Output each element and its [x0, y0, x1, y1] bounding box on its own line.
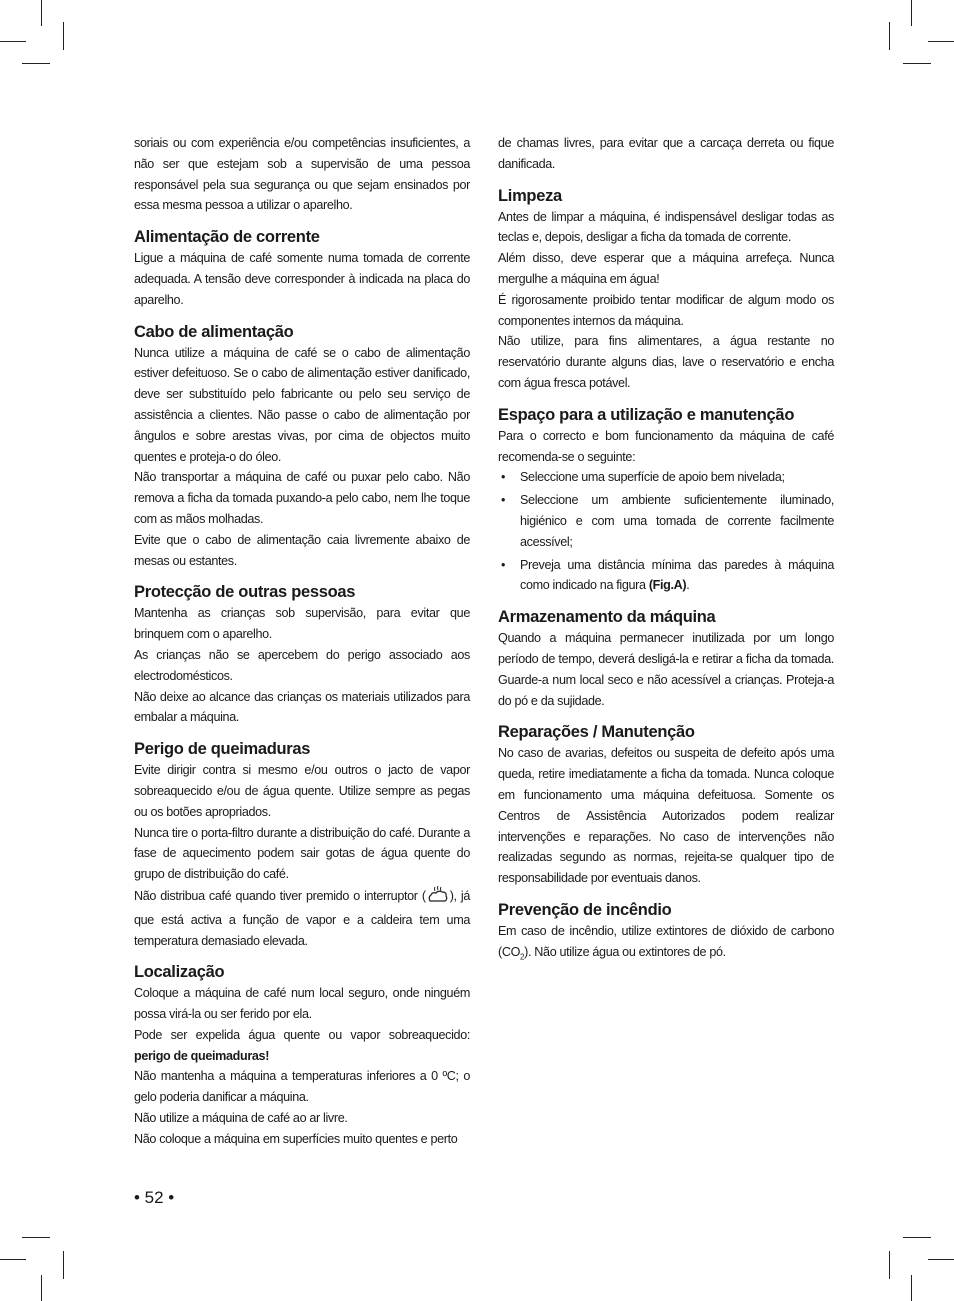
paragraph: Nunca tire o porta-filtro durante a distribuição do café. Durante a fase de aquecimento podem sair gotas de água quente do grupo de distribuição do café.	[134, 825, 470, 882]
paragraph: Evite que o cabo de alimentação caia livremente abaixo de mesas ou estantes.	[134, 532, 470, 568]
list-item	[498, 555, 834, 597]
paragraph: É rigorosamente proibido tentar modificar de algum modo os componentes internos da máquina.	[498, 292, 834, 328]
section-heading: Limpeza	[498, 186, 562, 205]
text-run: Pode ser expelida água quente ou vapor sobreaquecido:	[134, 1027, 470, 1042]
paragraph: Não mantenha a máquina a temperaturas inferiores a 0 ºC; o gelo poderia danificar a máquina.	[134, 1069, 470, 1105]
paragraph: Não transportar a máquina de café ou puxar pelo cabo. Não remova a ficha da tomada puxando-a pelo cabo, nem lhe toque com as mãos molhadas.	[134, 470, 470, 526]
bullet-list	[498, 467, 834, 596]
section-heading: Alimentação de corrente	[134, 228, 320, 247]
section-heading: Localização	[134, 963, 225, 982]
paragraph: Não utilize a máquina de café ao ar livre.	[134, 1111, 348, 1126]
steam-icon	[427, 885, 449, 910]
paragraph: Coloque a máquina de café num local seguro, onde ninguém possa virá-la ou ser ferido por ela.	[134, 986, 470, 1022]
text-run: Preveja uma distância mínima das paredes à máquina como indicado na figura	[520, 557, 834, 593]
subscript: 2	[520, 952, 525, 962]
crop-mark	[911, 0, 912, 26]
section-heading: Perigo de queimaduras	[134, 740, 311, 759]
list-item: • Seleccione um ambiente suficientemente iluminado, higiénico e com uma tomada de corrente facilmente acessível;	[498, 490, 834, 552]
crop-mark	[928, 41, 954, 42]
paragraph: Antes de limpar a máquina, é indispensável desligar todas as teclas e, depois, desligar a ficha da tomada de corrente.	[498, 209, 834, 245]
crop-mark	[63, 22, 64, 50]
paragraph: Quando a máquina permanecer inutilizada por um longo período de tempo, deverá desligá-la e retirar a ficha da tomada. Guarde-a num local seco e não acessível a crianças. Proteja-a do pó e da sujidade.	[498, 631, 834, 708]
crop-mark	[911, 1275, 912, 1301]
paragraph: As crianças não se apercebem do perigo associado aos electrodomésticos.	[134, 647, 470, 683]
paragraph	[134, 885, 470, 951]
section-heading: Prevenção de incêndio	[498, 900, 672, 919]
paragraph: de chamas livres, para evitar que a carcaça derreta ou fique danificada.	[498, 136, 834, 171]
text-run: Não distribua café quando tiver premido o interruptor (	[134, 888, 426, 903]
crop-mark	[889, 1251, 890, 1279]
text-run: ), já que está activa a função de vapor e a caldeira tem uma temperatura demasiado elevada.	[134, 888, 470, 948]
text-run: ). Não utilize água ou extintores de pó.	[524, 944, 726, 959]
page-number: • 52 •	[134, 1188, 175, 1207]
left-column	[134, 133, 470, 1150]
paragraph	[134, 1025, 470, 1067]
paragraph: No caso de avarias, defeitos ou suspeita de defeito após uma queda, retire imediatamente a ficha da tomada. Nunca coloque em funcionamento uma máquina defeituosa. Somente os Centros de Assistência Autorizados podem realizar intervenções e reparações. No caso de intervenções não realizadas segundo as normas, rejeita-se qualquer tipo de responsabilidade por eventuais danos.	[498, 746, 834, 886]
crop-mark	[903, 1237, 931, 1238]
paragraph: Não utilize, para fins alimentares, a água restante no reservatório durante alguns dias, lave o reservatório e encha com água fresca potável.	[498, 334, 834, 390]
paragraph: Evite dirigir contra si mesmo e/ou outros o jacto de vapor sobreaquecido e/ou de água quente. Utilize sempre as pegas ou os botões apropriados.	[134, 763, 470, 819]
paragraph	[498, 921, 834, 963]
section-heading: Armazenamento da máquina	[498, 608, 716, 627]
paragraph: Ligue a máquina de café somente numa tomada de corrente adequada. A tensão deve corresponder à indicada na placa do aparelho.	[134, 251, 470, 307]
text-run: .	[686, 578, 690, 593]
right-column	[498, 133, 834, 963]
crop-mark	[63, 1251, 64, 1279]
section-heading: Reparações / Manutenção	[498, 723, 695, 742]
crop-mark	[22, 63, 50, 64]
figure-reference: (Fig.A)	[648, 578, 687, 593]
paragraph: Além disso, deve esperar que a máquina arrefeça. Nunca mergulhe a máquina em água!	[498, 251, 834, 286]
paragraph: Não deixe ao alcance das crianças os materiais utilizados para embalar a máquina.	[134, 689, 470, 725]
paragraph: Mantenha as crianças sob supervisão, para evitar que brinquem com o aparelho.	[134, 606, 470, 642]
list-item: • Seleccione uma superfície de apoio bem nivelada;	[498, 467, 834, 488]
paragraph: Para o correcto e bom funcionamento da máquina de café recomenda-se o seguinte:	[498, 428, 834, 464]
warning-text: perigo de queimaduras!	[134, 1048, 270, 1063]
crop-mark	[41, 1275, 42, 1301]
section-heading: Cabo de alimentação	[134, 322, 294, 341]
section-heading: Protecção de outras pessoas	[134, 583, 356, 602]
paragraph: Não coloque a máquina em superfícies muito quentes e perto	[134, 1131, 458, 1146]
crop-mark	[903, 63, 931, 64]
crop-mark	[22, 1237, 50, 1238]
section-heading: Espaço para a utilização e manutenção	[498, 405, 795, 424]
crop-mark	[0, 1259, 26, 1260]
crop-mark	[928, 1259, 954, 1260]
crop-mark	[0, 41, 26, 42]
paragraph: soriais ou com experiência e/ou competências insuficientes, a não ser que estejam sob a supervisão de uma pessoa responsável pela sua segurança ou que sejam ensinados por essa mesma pessoa a utilizar o aparelho.	[134, 136, 470, 213]
crop-mark	[889, 22, 890, 50]
paragraph: Nunca utilize a máquina de café se o cabo de alimentação estiver defeituoso. Se o cabo de alimentação estiver danificado, deve ser substituído pelo fabricante ou pelo seu serviço de assistência a clientes. Não passe o cabo de alimentação por ângulos e sobre arestas vivas, por cima de objectos muito quentes e proteja-o do óleo.	[134, 345, 470, 464]
text-run: Em caso de incêndio, utilize extintores de dióxido de carbono (CO	[498, 923, 834, 959]
crop-mark	[41, 0, 42, 26]
